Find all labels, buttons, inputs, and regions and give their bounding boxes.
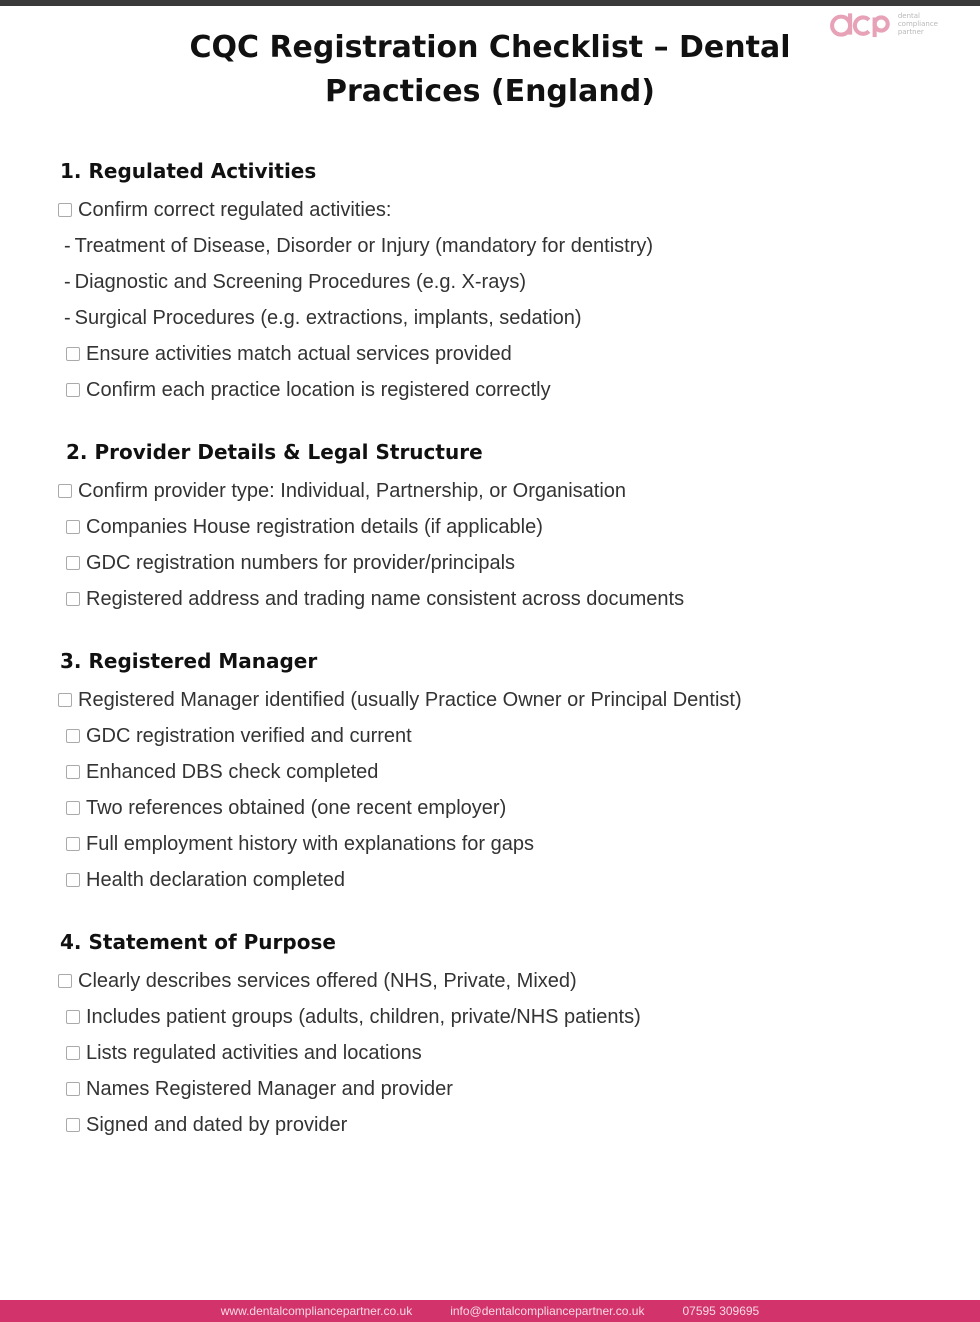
logo-tagline: dental compliance partner <box>897 12 938 36</box>
checklist-item: GDC registration verified and current <box>66 718 918 754</box>
section-registered-manager <box>58 647 918 898</box>
checklist-item: Registered address and trading name consistent across documents <box>66 581 918 617</box>
logo <box>828 4 938 44</box>
checkbox[interactable] <box>66 729 80 743</box>
checklist-item: Two references obtained (one recent employer) <box>66 790 918 826</box>
checkbox[interactable] <box>66 383 80 397</box>
page-title: CQC Registration Checklist – Dental Practices (England) <box>189 30 791 109</box>
section-heading: 2. Provider Details & Legal Structure <box>66 440 483 464</box>
checklist-item: Lists regulated activities and locations <box>66 1035 918 1071</box>
checkbox[interactable] <box>58 484 72 498</box>
checkbox[interactable] <box>66 1082 80 1096</box>
checklist-item: Names Registered Manager and provider <box>66 1071 918 1107</box>
checkbox[interactable] <box>58 693 72 707</box>
checkbox[interactable] <box>66 837 80 851</box>
checkbox[interactable] <box>66 1046 80 1060</box>
checkbox[interactable] <box>58 203 72 217</box>
checkbox[interactable] <box>58 974 72 988</box>
checklist-item: Includes patient groups (adults, children, private/NHS patients) <box>66 999 918 1035</box>
checkbox[interactable] <box>66 347 80 361</box>
section-heading: 1. Regulated Activities <box>60 159 317 183</box>
sub-item: - Treatment of Disease, Disorder or Injury (mandatory for dentistry) <box>64 235 654 257</box>
checklist-item: Full employment history with explanations for gaps <box>66 826 918 862</box>
checklist <box>58 157 918 1173</box>
sub-item: - Diagnostic and Screening Procedures (e.g. X-rays) <box>64 271 526 293</box>
footer-phone[interactable]: 07595 309695 <box>682 1304 760 1318</box>
dcp-logo-icon <box>828 7 892 41</box>
section-heading: 4. Statement of Purpose <box>60 930 336 954</box>
checklist-item: Confirm correct regulated activities: <box>58 192 918 228</box>
footer <box>0 1300 980 1322</box>
checklist-item: Confirm each practice location is registered correctly <box>66 372 918 408</box>
checkbox[interactable] <box>66 556 80 570</box>
checkbox[interactable] <box>66 1010 80 1024</box>
checklist-item: GDC registration numbers for provider/principals <box>66 545 918 581</box>
checklist-item: Signed and dated by provider <box>66 1107 918 1143</box>
checklist-item: Confirm provider type: Individual, Partnership, or Organisation <box>58 473 918 509</box>
sub-item: - Surgical Procedures (e.g. extractions, implants, sedation) <box>64 307 582 329</box>
section-statement-of-purpose <box>58 928 918 1143</box>
checkbox[interactable] <box>66 1118 80 1132</box>
checkbox[interactable] <box>66 873 80 887</box>
checklist-item: Enhanced DBS check completed <box>66 754 918 790</box>
section-provider-details <box>58 438 918 617</box>
section-regulated-activities <box>58 157 918 408</box>
checklist-item: Clearly describes services offered (NHS, Private, Mixed) <box>58 963 918 999</box>
checkbox[interactable] <box>66 592 80 606</box>
checklist-item: Ensure activities match actual services provided <box>66 336 918 372</box>
checklist-item: Companies House registration details (if applicable) <box>66 509 918 545</box>
footer-email-link[interactable]: info@dentalcompliancepartner.co.uk <box>450 1304 645 1318</box>
section-heading: 3. Registered Manager <box>60 649 318 673</box>
checklist-item: Health declaration completed <box>66 862 918 898</box>
checkbox[interactable] <box>66 520 80 534</box>
checklist-item: Registered Manager identified (usually Practice Owner or Principal Dentist) <box>58 682 858 718</box>
checkbox[interactable] <box>66 765 80 779</box>
footer-website-link[interactable]: www.dentalcompliancepartner.co.uk <box>220 1304 413 1318</box>
checkbox[interactable] <box>66 801 80 815</box>
